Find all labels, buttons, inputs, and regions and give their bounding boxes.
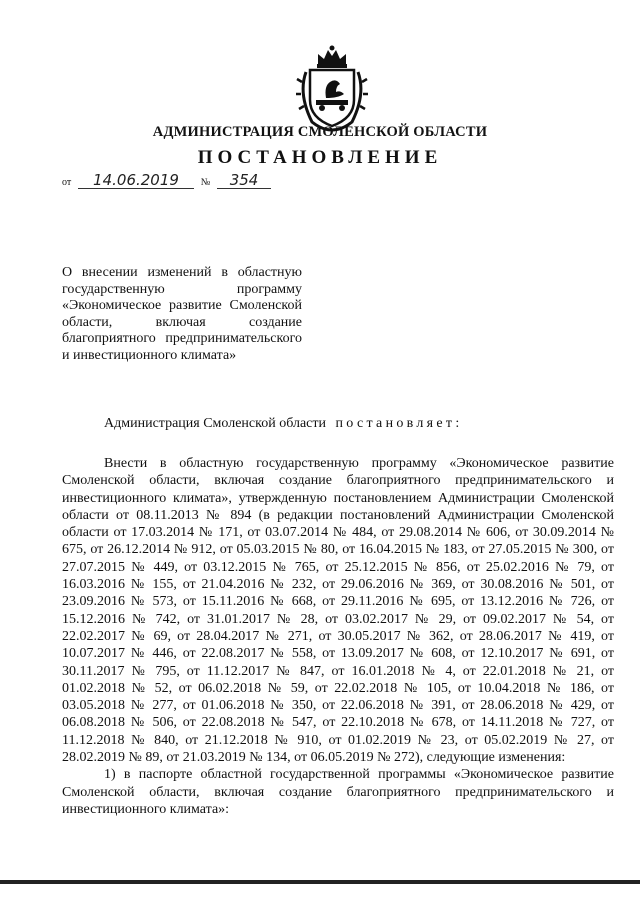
coat-of-arms-emblem xyxy=(296,42,368,132)
preamble xyxy=(104,416,463,432)
date-number-line xyxy=(62,172,271,189)
number-label: № xyxy=(200,177,211,188)
preamble-verb: постановляет: xyxy=(335,416,463,431)
organization-title: АДМИНИСТРАЦИЯ СМОЛЕНСКОЙ ОБЛАСТИ xyxy=(152,124,488,140)
body-paragraph: Внести в областную государственную программу «Экономическое развитие Смоленской области, включая создание благоприятного предпринимательского и инвестиционного климата», утвержденную постановлением Администрации Смоленской области от 08.11.2013 № 894 (в редакции постановлений Администрации Смоленской области от 17.03.2014 № 171, от 03.07.2014 № 484, от 29.08.2014 № 606, от 30.09.2014 № 675, от 26.12.2014 № 912, от 05.03.2015 № 80, от 16.04.2015 № 183, от 27.05.2015 № 300, от 27.07.2015 № 449, от 03.12.2015 № 765, от 25.12.2015 № 856, от 25.02.2016 № 79, от 16.03.2016 № 155, от 21.04.2016 № 232, от 29.06.2016 № 369, от 30.08.2016 № 501, от 23.09.2016 № 573, от 15.11.2016 № 668, от 29.11.2016 № 695, от 13.12.2016 № 726, от 15.12.2016 № 742, от 31.01.2017 № 28, от 03.02.2017 № 29, от 09.02.2017 № 54, от 22.02.2017 № 69, от 28.04.2017 № 271, от 30.05.2017 № 362, от 28.06.2017 № 419, от 10.07.2017 № 446, от 22.08.2017 № 558, от 13.09.2017 № 608, от 12.10.2017 № 691, от 30.11.2017 № 795, от 11.12.2017 № 847, от 16.01.2018 № 4, от 22.01.2018 № 21, от 01.02.2018 № 52, от 06.02.2018 № 59, от 22.02.2018 № 105, от 10.04.2018 № 186, от 03.05.2018 № 277, от 01.06.2018 № 350, от 22.06.2018 № 391, от 28.06.2018 № 429, от 06.08.2018 № 506, от 22.08.2018 № 547, от 22.10.2018 № 678, от 14.11.2018 № 727, от 11.12.2018 № 840, от 21.12.2018 № 910, от 01.02.2019 № 23, от 05.02.2019 № 27, от 28.02.2019 № 89, от 21.03.2019 № 134, от 06.05.2019 № 272), следующие изменения: xyxy=(62,456,614,766)
document-body xyxy=(62,455,614,818)
document-date: 14.06.2019 xyxy=(78,172,194,189)
scan-edge-line xyxy=(0,880,640,884)
document-type-title: ПОСТАНОВЛЕНИЕ xyxy=(197,147,443,168)
document-subject: О внесении изменений в областную государственную программу «Экономическое развитие Смоленской области, включая создание благоприятного предпринимательского и инвестиционного климата» xyxy=(62,265,302,363)
body-paragraph: 1) в паспорте областной государственной программы «Экономическое развитие Смоленской области, включая создание благоприятного предпринимательского и инвестиционного климата»: xyxy=(62,767,614,817)
date-label: от xyxy=(62,177,72,188)
preamble-text: Администрация Смоленской области xyxy=(104,416,327,431)
document-number: 354 xyxy=(217,172,271,189)
